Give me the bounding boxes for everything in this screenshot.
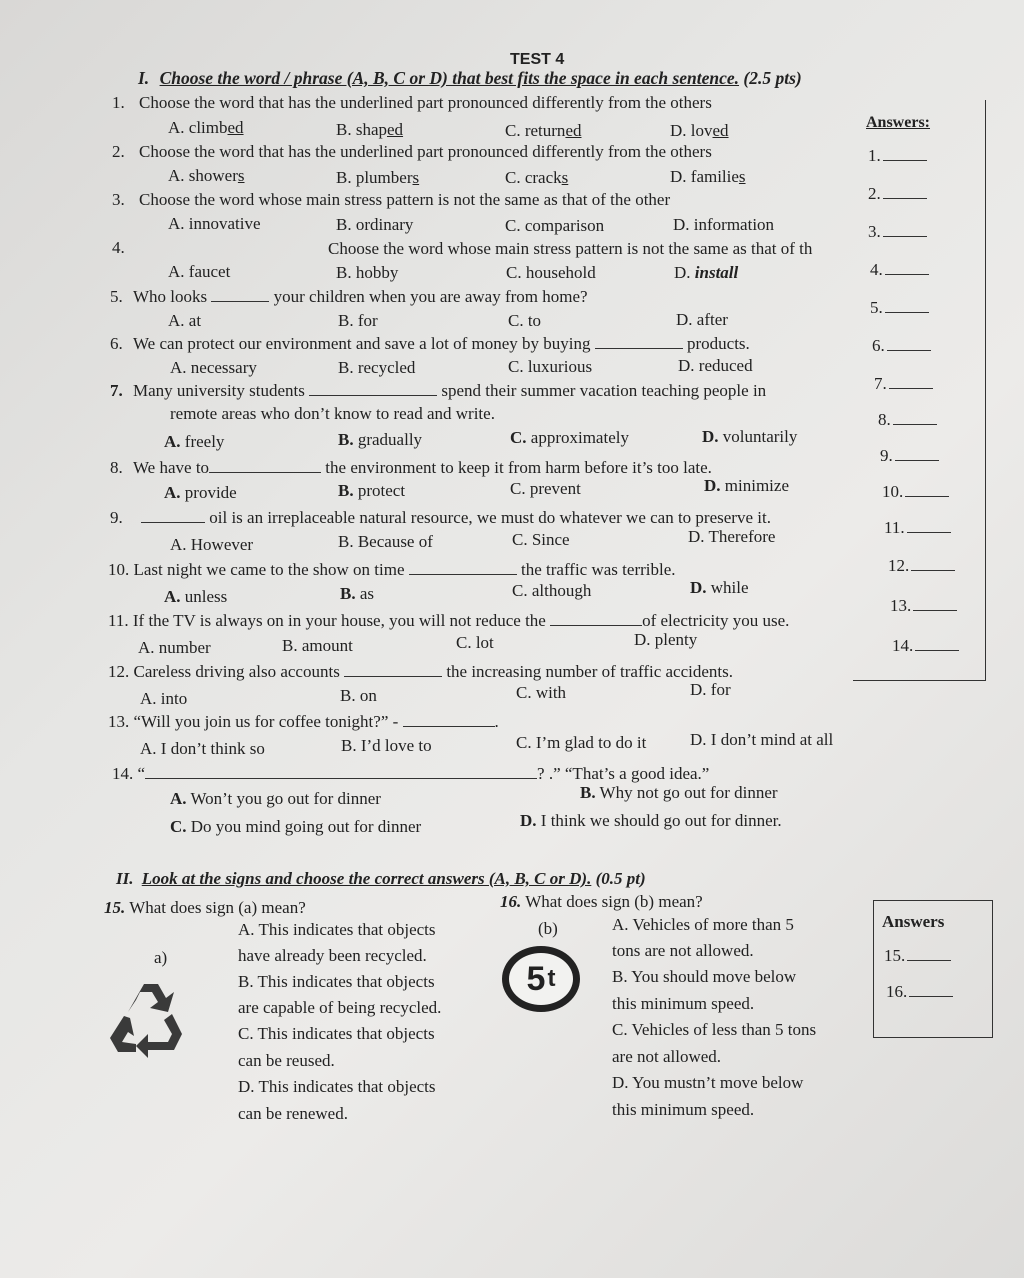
answer-number: 9. bbox=[880, 446, 893, 465]
answer-blank bbox=[895, 446, 939, 461]
q12-blank bbox=[344, 662, 442, 677]
q11-option-d: D. plenty bbox=[634, 630, 698, 649]
q11-option-c: C. lot bbox=[456, 633, 494, 652]
answer-slot-15: 15. bbox=[884, 946, 951, 966]
answer-blank bbox=[905, 482, 949, 497]
q4-stem: Choose the word whose main stress pattern is not the same as that of th bbox=[328, 239, 813, 258]
answer-blank bbox=[915, 636, 959, 651]
q15-option-d-line1: D. This indicates that objects bbox=[238, 1077, 436, 1096]
q14-option-b: B. Why not go out for dinner bbox=[580, 783, 778, 802]
q13-option-d: D. I don’t mind at all bbox=[690, 730, 834, 749]
answer-slot-6 bbox=[872, 336, 931, 356]
answers-title-2: Answers bbox=[882, 912, 945, 931]
q8-blank bbox=[209, 458, 321, 473]
answer-number: 10. bbox=[882, 482, 904, 501]
answer-slot-12 bbox=[888, 556, 955, 576]
answer-number: 14. bbox=[892, 636, 914, 655]
sign-unit: t bbox=[547, 965, 556, 992]
q16-option-a-line1: A. Vehicles of more than 5 bbox=[612, 915, 794, 934]
answer-slot-16: 16. bbox=[886, 982, 953, 1002]
q16-option-c-line2: are not allowed. bbox=[612, 1047, 722, 1066]
weight-limit-sign-icon bbox=[502, 946, 580, 1012]
q14-blank bbox=[145, 764, 537, 779]
q12-option-d: D. for bbox=[690, 680, 731, 699]
q5-stem: 5. Who looks your children when you are away from home? bbox=[110, 287, 588, 306]
answer-number: 11. bbox=[884, 518, 905, 537]
answer-slot-11 bbox=[884, 518, 951, 538]
q12-option-c: C. with bbox=[516, 683, 567, 702]
answer-slot-5 bbox=[870, 298, 929, 318]
q4-option-b: B. hobby bbox=[336, 263, 399, 282]
q16-option-b-line1: B. You should move below bbox=[612, 967, 797, 986]
q5-option-c: C. to bbox=[508, 311, 542, 330]
recycle-icon bbox=[106, 978, 186, 1058]
answer-slot-7 bbox=[874, 374, 933, 394]
q13-option-c: C. I’m glad to do it bbox=[516, 733, 647, 752]
q11-stem: 11. If the TV is always on in your house, you will not reduce the of electricity you use. bbox=[108, 611, 790, 630]
q6-option-c: C. luxurious bbox=[508, 357, 593, 376]
q6-option-a: A. necessary bbox=[170, 358, 257, 377]
answer-slot-1 bbox=[868, 146, 927, 166]
answer-blank bbox=[883, 146, 927, 161]
answer-blank bbox=[893, 410, 937, 425]
answer-blank bbox=[885, 260, 929, 275]
answer-slot-8 bbox=[878, 410, 937, 430]
answer-blank bbox=[883, 184, 927, 199]
q3-option-c: C. comparison bbox=[505, 216, 605, 235]
answer-blank bbox=[913, 596, 957, 611]
answer-number: 13. bbox=[890, 596, 912, 615]
q9-option-d: D. Therefore bbox=[688, 527, 776, 546]
q9-option-a: A. However bbox=[170, 535, 254, 554]
q15-option-c-line2: can be reused. bbox=[238, 1051, 335, 1070]
q7-option-b: B. gradually bbox=[338, 430, 423, 449]
q4-option-c: C. household bbox=[506, 263, 596, 282]
q5-option-d: D. after bbox=[676, 310, 728, 329]
answer-slot-10 bbox=[882, 482, 949, 502]
q14-stem: 14. “ ? .” “That’s a good idea.” bbox=[112, 764, 710, 783]
q14-option-c: C. Do you mind going out for dinner bbox=[170, 817, 422, 836]
q7-stem-line2: remote areas who don’t know to read and write. bbox=[170, 404, 495, 423]
q1-option-d: D. loved bbox=[670, 121, 729, 140]
q5-option-b: B. for bbox=[338, 311, 378, 330]
q15-sign-label: a) bbox=[154, 948, 168, 967]
q10-option-d: D. while bbox=[690, 578, 749, 597]
answer-number: 6. bbox=[872, 336, 885, 355]
q7-option-c: C. approximately bbox=[510, 428, 629, 447]
sign-number: 5 bbox=[526, 959, 546, 998]
q15-option-c-line1: C. This indicates that objects bbox=[238, 1024, 435, 1043]
q3-option-a: A. innovative bbox=[168, 214, 261, 233]
q15-option-b-line2: are capable of being recycled. bbox=[238, 998, 442, 1017]
q16-sign-label: (b) bbox=[538, 919, 558, 938]
answer-blank bbox=[911, 556, 955, 571]
answer-number: 4. bbox=[870, 260, 883, 279]
q12-stem: 12. Careless driving also accounts the increasing number of traffic accidents. bbox=[108, 662, 733, 681]
q15-stem: 15. What does sign (a) mean? bbox=[104, 898, 306, 917]
q10-blank bbox=[409, 560, 517, 575]
section2-heading bbox=[116, 869, 646, 889]
answers-title-1: Answers: bbox=[866, 114, 930, 131]
q15-option-b-line1: B. This indicates that objects bbox=[238, 972, 435, 991]
q13-option-b: B. I’d love to bbox=[341, 736, 432, 755]
q9-stem: 9. oil is an irreplaceable natural resource, we must do whatever we can to preserve it. bbox=[110, 508, 771, 527]
q3-option-b: B. ordinary bbox=[336, 215, 414, 234]
q10-option-c: C. although bbox=[512, 581, 592, 600]
q2-option-c: C. cracks bbox=[505, 168, 569, 187]
q2-option-b: B. plumbers bbox=[336, 168, 420, 187]
answer-blank bbox=[889, 374, 933, 389]
q4-option-a: A. faucet bbox=[168, 262, 231, 281]
answer-number: 5. bbox=[870, 298, 883, 317]
section1-heading bbox=[138, 68, 802, 88]
q15-option-a-line1: A. This indicates that objects bbox=[238, 920, 436, 939]
answer-number: 8. bbox=[878, 410, 891, 429]
q8-option-a: A. provide bbox=[164, 483, 237, 502]
q15-option-d-line2: can be renewed. bbox=[238, 1104, 348, 1123]
q11-option-b: B. amount bbox=[282, 636, 353, 655]
q2-option-a: A. showers bbox=[168, 166, 245, 185]
q6-stem: 6. We can protect our environment and save a lot of money by buying products. bbox=[110, 334, 750, 353]
q10-stem: 10. Last night we came to the show on time the traffic was terrible. bbox=[108, 560, 676, 579]
answer-number: 7. bbox=[874, 374, 887, 393]
q13-option-a: A. I don’t think so bbox=[140, 739, 265, 758]
answer-blank bbox=[887, 336, 931, 351]
section2-points: (0.5 pt) bbox=[595, 869, 646, 888]
section1-prefix: I. bbox=[138, 68, 150, 88]
answer-blank bbox=[885, 298, 929, 313]
q2-stem: 2. Choose the word that has the underlined part pronounced differently from the others bbox=[112, 142, 712, 161]
answer-number: 1. bbox=[868, 146, 881, 165]
q9-option-b: B. Because of bbox=[338, 532, 433, 551]
q11-blank bbox=[550, 611, 642, 626]
answer-blank bbox=[883, 222, 927, 237]
section1-instruction: Choose the word / phrase (A, B, C or D) that best fits the space in each sentence. bbox=[159, 68, 740, 88]
q7-option-d: D. voluntarily bbox=[702, 427, 798, 446]
answer-number: 3. bbox=[868, 222, 881, 241]
q3-option-d: D. information bbox=[673, 215, 775, 234]
answer-slot-2 bbox=[868, 184, 927, 204]
answer-slot-4 bbox=[870, 260, 929, 280]
q6-option-b: B. recycled bbox=[338, 358, 416, 377]
q11-option-a: A. number bbox=[138, 638, 211, 657]
q9-blank bbox=[141, 508, 205, 523]
q1-option-b: B. shaped bbox=[336, 120, 404, 139]
answer-number: 12. bbox=[888, 556, 910, 575]
q6-option-d: D. reduced bbox=[678, 356, 753, 375]
q1-stem: 1. Choose the word that has the underlined part pronounced differently from the others bbox=[112, 93, 712, 112]
q3-stem: 3. Choose the word whose main stress pattern is not the same as that of the other bbox=[112, 190, 671, 209]
q16-option-b-line2: this minimum speed. bbox=[612, 994, 755, 1013]
q10-option-b: B. as bbox=[340, 584, 375, 603]
q12-option-a: A. into bbox=[140, 689, 188, 708]
q16-option-c-line1: C. Vehicles of less than 5 tons bbox=[612, 1020, 817, 1039]
q9-option-c: C. Since bbox=[512, 530, 570, 549]
q7-blank bbox=[309, 381, 437, 396]
q7-option-a: A. freely bbox=[164, 432, 225, 451]
q8-stem: 8. We have to the environment to keep it from harm before it’s too late. bbox=[110, 458, 712, 477]
q8-option-d: D. minimize bbox=[704, 476, 789, 495]
section2-prefix: II. bbox=[116, 869, 134, 888]
q8-option-b: B. protect bbox=[338, 481, 406, 500]
q15-option-a-line2: have already been recycled. bbox=[238, 946, 427, 965]
section2-instruction: Look at the signs and choose the correct answers (A, B, C or D). bbox=[141, 869, 592, 888]
answer-blank bbox=[907, 518, 951, 533]
q14-option-d: D. I think we should go out for dinner. bbox=[520, 811, 782, 830]
q5-option-a: A. at bbox=[168, 311, 202, 330]
q16-option-a-line2: tons are not allowed. bbox=[612, 941, 754, 960]
q8-option-c: C. prevent bbox=[510, 479, 581, 498]
q1-option-a: A. climbed bbox=[168, 118, 244, 137]
q16-option-d-line1: D. You mustn’t move below bbox=[612, 1073, 804, 1092]
answer-number: 2. bbox=[868, 184, 881, 203]
q4-number: 4. bbox=[112, 238, 125, 257]
q10-option-a: A. unless bbox=[164, 587, 228, 606]
q2-option-d: D. families bbox=[670, 167, 746, 186]
q13-blank bbox=[403, 712, 495, 727]
q16-option-d-line2: this minimum speed. bbox=[612, 1100, 755, 1119]
q6-blank bbox=[595, 334, 683, 349]
answer-slot-9 bbox=[880, 446, 939, 466]
q7-stem: 7. Many university students spend their summer vacation teaching people in bbox=[110, 381, 767, 400]
q1-option-c: C. returned bbox=[505, 121, 582, 140]
test-title: TEST 4 bbox=[510, 51, 565, 68]
q12-option-b: B. on bbox=[340, 686, 377, 705]
q5-blank bbox=[211, 287, 269, 302]
section1-points: (2.5 pts) bbox=[743, 68, 802, 88]
answer-slot-3 bbox=[868, 222, 927, 242]
answer-slot-14 bbox=[892, 636, 959, 656]
q4-option-d: D. install bbox=[674, 263, 739, 282]
q13-stem: 13. “Will you join us for coffee tonight?” - . bbox=[108, 712, 499, 731]
q14-option-a: A. Won’t you go out for dinner bbox=[170, 789, 381, 808]
answer-slot-13 bbox=[890, 596, 957, 616]
q16-stem: 16. What does sign (b) mean? bbox=[500, 892, 703, 911]
